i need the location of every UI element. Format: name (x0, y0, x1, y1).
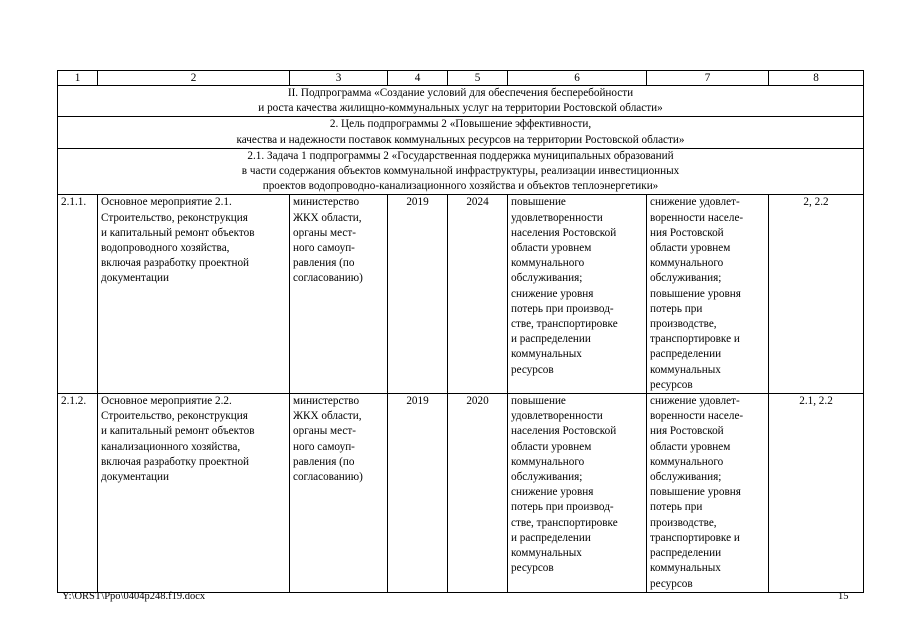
consequence-line: потерь при (650, 302, 703, 315)
consequence-line: коммунальных (650, 562, 721, 575)
consequence-line: коммунальных (650, 363, 721, 376)
goal-title-line: 2. Цель подпрограммы 2 «Повышение эффективности, (329, 118, 592, 131)
task-title-line: в части содержания объектов коммунальной инфраструктуры, реализации инвестиционных (241, 165, 680, 178)
result-line: снижение уровня (511, 486, 594, 499)
measure-name-line: документации (101, 471, 169, 484)
column-number-cell: 5 (448, 71, 508, 86)
measure-name-line: Строительство, реконструкция (101, 211, 248, 224)
consequence-line: коммунального (650, 455, 724, 468)
executor-line: согласованию) (293, 272, 363, 285)
executor-line: ного самоуп- (293, 440, 355, 453)
consequences (647, 195, 769, 394)
consequence-line: области уровнем (650, 440, 731, 453)
consequence-line: ния Ростовской (650, 425, 724, 438)
consequence-line: производстве, (650, 516, 717, 529)
consequence-line: снижение удовлет- (650, 395, 740, 408)
column-number-cell: 3 (290, 71, 388, 86)
consequence-line: повышение уровня (650, 486, 741, 499)
result-line: населения Ростовской (511, 425, 617, 438)
executor (290, 394, 388, 593)
result-line: стве, транспортировке (511, 318, 618, 331)
indicator-link: 2, 2.2 (769, 195, 864, 394)
consequence-line: обслуживания; (650, 471, 722, 484)
column-number-cell: 4 (388, 71, 448, 86)
result-line: и распределении (511, 531, 591, 544)
measure-number: 2.1.1. (58, 195, 98, 394)
measure-name-line: включая разработку проектной (101, 257, 250, 270)
consequence-line: ния Ростовской (650, 226, 724, 239)
result-line: коммунального (511, 455, 585, 468)
measure-name-line: и капитальный ремонт объектов (101, 226, 255, 239)
consequence-line: снижение удовлет- (650, 196, 740, 209)
result-line: коммунального (511, 257, 585, 270)
column-number-cell: 1 (58, 71, 98, 86)
result-line: коммунальных (511, 547, 582, 560)
subprogram-title-row (58, 86, 864, 117)
result-line: ресурсов (511, 363, 554, 376)
consequence-line: воренности населе- (650, 211, 744, 224)
subprogram-title (58, 86, 864, 117)
column-number-cell: 2 (98, 71, 290, 86)
result-line: населения Ростовской (511, 226, 617, 239)
result-line: снижение уровня (511, 287, 594, 300)
consequence-line: коммунального (650, 257, 724, 270)
result-line: потерь при производ- (511, 501, 614, 514)
goal-title-row (58, 117, 864, 148)
measure-name-line: Основное мероприятие 2.2. (101, 395, 232, 408)
task-title (58, 148, 864, 195)
result-line: потерь при производ- (511, 302, 614, 315)
consequence-line: повышение уровня (650, 287, 741, 300)
measure-name-line: водопроводного хозяйства, (101, 242, 230, 255)
end-year: 2020 (448, 394, 508, 593)
measure-name-line: и капитальный ремонт объектов (101, 425, 255, 438)
result-line: области уровнем (511, 242, 592, 255)
consequence-line: распределении (650, 547, 722, 560)
measures-table (57, 70, 864, 593)
result-line: обслуживания; (511, 471, 583, 484)
measure-name-line: Основное мероприятие 2.1. (101, 196, 232, 209)
executor-line: равления (по (293, 455, 355, 468)
measure-name-line: Строительство, реконструкция (101, 410, 248, 423)
result-line: области уровнем (511, 440, 592, 453)
column-number-cell: 7 (647, 71, 769, 86)
expected-result (508, 394, 647, 593)
consequence-line: транспортировке и (650, 531, 740, 544)
measure-name-line: документации (101, 272, 169, 285)
result-line: коммунальных (511, 348, 582, 361)
executor (290, 195, 388, 394)
executor-line: ЖКХ области, (293, 211, 362, 224)
executor-line: министерство (293, 196, 360, 209)
indicator-link: 2.1, 2.2 (769, 394, 864, 593)
result-line: повышение (511, 196, 566, 209)
executor-line: министерство (293, 395, 360, 408)
measure-number: 2.1.2. (58, 394, 98, 593)
result-line: удовлетворенности (511, 410, 603, 423)
page-number: 15 (838, 591, 849, 602)
start-year: 2019 (388, 394, 448, 593)
result-line: повышение (511, 395, 566, 408)
goal-title-line: качества и надежности поставок коммунальных ресурсов на территории Ростовской области» (236, 133, 685, 146)
consequence-line: потерь при (650, 501, 703, 514)
consequence-line: ресурсов (650, 577, 693, 590)
footer-file-path: Y:\ORST\Ppo\0404p248.f19.docx (62, 591, 206, 602)
measure-name-line: включая разработку проектной (101, 455, 250, 468)
goal-title (58, 117, 864, 148)
measure-name (98, 394, 290, 593)
executor-line: органы мест- (293, 425, 356, 438)
result-line: и распределении (511, 333, 591, 346)
task-title-line: 2.1. Задача 1 подпрограммы 2 «Государственная поддержка муниципальных образований (247, 149, 674, 162)
consequence-line: обслуживания; (650, 272, 722, 285)
column-number-row (58, 71, 864, 86)
measure-name (98, 195, 290, 394)
result-line: удовлетворенности (511, 211, 603, 224)
consequence-line: производстве, (650, 318, 717, 331)
result-line: обслуживания; (511, 272, 583, 285)
measure-name-line: канализационного хозяйства, (101, 440, 241, 453)
subprogram-title-line: II. Подпрограмма «Создание условий для обеспечения бесперебойности (287, 87, 634, 99)
task-title-row (58, 148, 864, 195)
consequences (647, 394, 769, 593)
executor-line: согласованию) (293, 471, 363, 484)
consequence-line: области уровнем (650, 242, 731, 255)
consequence-line: воренности населе- (650, 410, 744, 423)
consequence-line: распределении (650, 348, 722, 361)
result-line: ресурсов (511, 562, 554, 575)
column-number-cell: 8 (769, 71, 864, 86)
task-title-line: проектов водопроводно-канализационного хозяйства и объектов теплоэнергетики» (262, 180, 659, 193)
consequence-line: ресурсов (650, 378, 693, 391)
subprogram-title-line: и роста качества жилищно-коммунальных услуг на территории Ростовской области» (258, 102, 663, 115)
column-number-cell: 6 (508, 71, 647, 86)
executor-line: равления (по (293, 257, 355, 270)
consequence-line: транспортировке и (650, 333, 740, 346)
table-row (58, 394, 864, 593)
executor-line: органы мест- (293, 226, 356, 239)
end-year: 2024 (448, 195, 508, 394)
executor-line: ЖКХ области, (293, 410, 362, 423)
executor-line: ного самоуп- (293, 242, 355, 255)
start-year: 2019 (388, 195, 448, 394)
expected-result (508, 195, 647, 394)
result-line: стве, транспортировке (511, 516, 618, 529)
table-row (58, 195, 864, 394)
